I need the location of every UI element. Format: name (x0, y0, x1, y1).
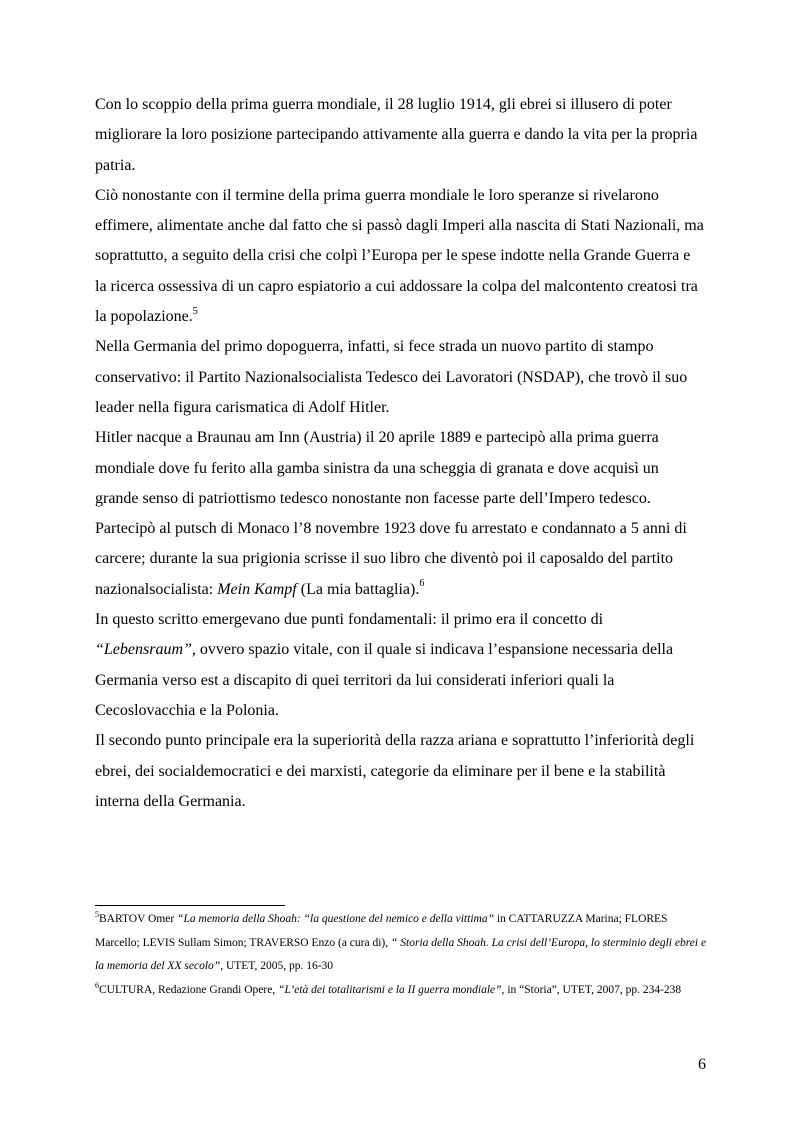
paragraph-nsdap (95, 332, 705, 423)
footnote-reference-6[interactable]: 6 (419, 578, 425, 590)
paragraph-aryan-race (95, 726, 705, 817)
footnote-title: “ Storia della Shoah. La crisi dell’Europa, lo sterminio degli ebrei e la memoria del XX secolo”, (95, 936, 707, 972)
paragraph-text: (La mia battaglia). (296, 580, 420, 598)
footnote-title: “L’età dei totalitarismi e la II guerra mondiale”, (278, 983, 505, 996)
footnote-5 (95, 908, 707, 979)
paragraph-text: Il secondo punto principale era la superiorità della razza ariana e soprattutto l’inferiorità degli ebrei, dei socialdemocratici e dei marxisti, categorie da eliminare per il bene e la stabilità interna della Germania. (95, 732, 695, 810)
paragraph-text: ovvero spazio vitale, con il quale si indicava l’espansione necessaria della Germania verso est a discapito di quei territori da lui considerati inferiori quali la Cecoslovacchia e la Polonia. (95, 641, 674, 719)
footnote-author: CULTURA, Redazione Grandi Opere, (99, 983, 279, 996)
footnote-author: BARTOV Omer (99, 913, 178, 925)
paragraph-text: In questo scritto emergevano due punti fondamentali: il primo era il concetto di (95, 611, 604, 629)
paragraph-text: Nella Germania del primo dopoguerra, infatti, si fece strada un nuovo partito di stampo conservativo: il Partito Nazionalsocialista Tedesco dei Lavoratori (NSDAP), che trovò il suo leader nella figura carismatica di Adolf Hitler. (95, 338, 688, 416)
footnote-number: 5 (95, 910, 99, 920)
footnote-text: in CATTARUZZA Marina; FLORES Marcello; LEVIS Sullam Simon; TRAVERSO Enzo (a cura di), (95, 913, 668, 949)
book-title-italic: Mein Kampf (217, 580, 297, 598)
page-number: 6 (698, 1056, 706, 1073)
body-text (95, 90, 705, 817)
footnote-separator (95, 905, 285, 906)
footnote-number: 6 (95, 980, 99, 990)
term-italic: “Lebensraum”, (95, 641, 196, 659)
paragraph-text: Con lo scoppio della prima guerra mondiale, il 28 luglio 1914, gli ebrei si illusero di poter migliorare la loro posizione partecipando attivamente alla guerra e dando la vita per la propria patria. (95, 96, 698, 174)
paragraph-lebensraum (95, 605, 705, 726)
paragraph-munich-putsch (95, 514, 705, 605)
paragraph-hopes-ephemeral (95, 181, 705, 332)
paragraph-text: Hitler nacque a Braunau am Inn (Austria) il 20 aprile 1889 e partecipò alla prima guerra mondiale dove fu ferito alla gamba sinistra da una scheggia di granata e dove acquisì un grande senso di patriottismo tedesco nonostante non facesse parte dell’Impero tedesco. (95, 429, 659, 507)
footnote-text: UTET, 2005, pp. 16-30 (223, 960, 334, 972)
paragraph-war-outbreak (95, 90, 705, 181)
footnotes (95, 908, 707, 1002)
paragraph-text: Ciò nonostante con il termine della prima guerra mondiale le loro speranze si rivelarono effimere, alimentate anche dal fatto che si passò dagli Imperi alla nascita di Stati Nazionali, ma soprattutto, a seguito della crisi che colpì l’Europa per le spese indotte nella Grande Guerra e la ricerca ossessiva di un capro espiatorio a cui addossare la colpa del malcontento creatosi tra la popolazione. (95, 186, 704, 326)
footnote-6 (95, 979, 707, 1003)
paragraph-text: Partecipò al putsch di Monaco l’8 novembre 1923 dove fu arrestato e condannato a 5 anni di carcere; durante la sua prigionia scrisse il suo libro che diventò poi il caposaldo del partito nazionalsocialista: (95, 520, 687, 598)
footnote-reference-5[interactable]: 5 (192, 305, 198, 317)
footnote-text: in “Storia”, UTET, 2007, pp. 234-238 (504, 983, 682, 996)
paragraph-hitler-birth (95, 423, 705, 514)
footnote-title: “La memoria della Shoah: “la questione del nemico e della vittima” (177, 913, 494, 925)
